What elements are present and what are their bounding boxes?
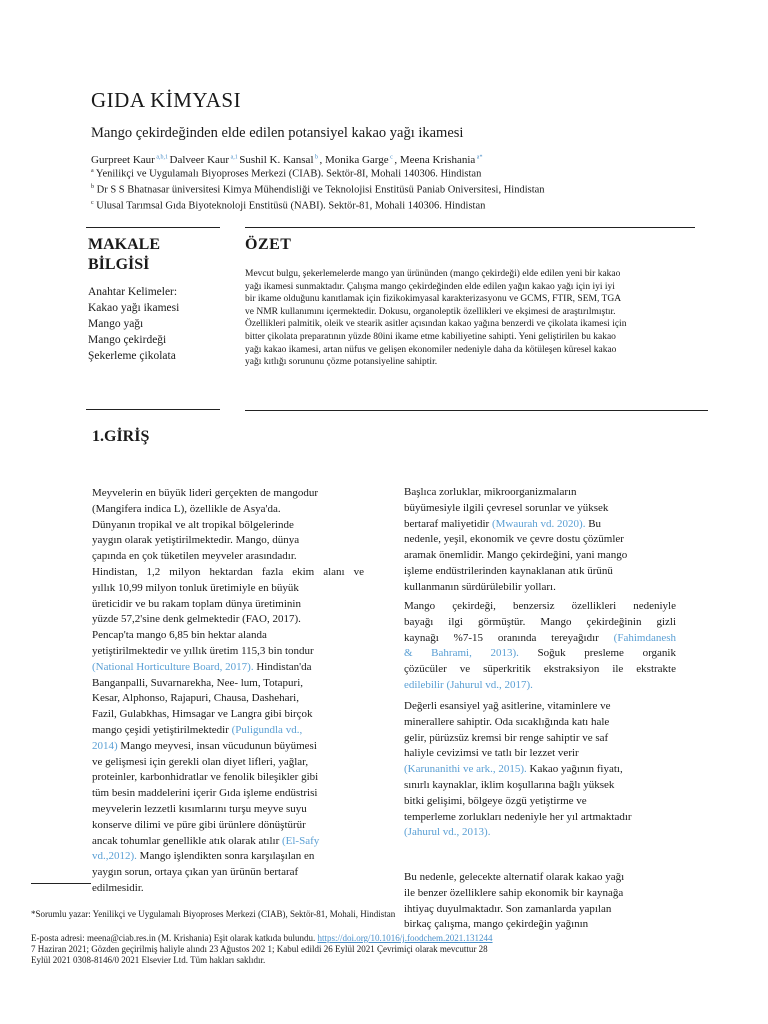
text-run: Banganpalli, Suvarnarekha, Nee- lum, Totapuri, [92,676,304,689]
text-line [92,565,364,581]
text-line [92,612,364,628]
text-run: nedenle, yeşil, ekonomik ve çevre dostu çözümler [404,533,624,546]
text-line [92,597,364,613]
text-line [404,902,676,918]
text-line [404,715,676,731]
text-line [92,691,364,707]
text-run: Bu nedenle, gelecekte alternatif olarak kakao yağı [404,871,625,883]
citation-link[interactable]: (Puligundla vd., [231,723,303,736]
text-line [404,485,676,501]
text-line [92,628,364,644]
author-name: Dalveer Kaur [169,154,230,166]
text-line [404,886,676,902]
citation-link[interactable]: vd.,2012). [92,850,137,863]
text-line [404,615,676,631]
text-run: Soğuk presleme organik [518,647,676,660]
article-info-heading-line: MAKALE [88,236,160,253]
text-line [92,739,364,755]
text-run: birkaç çalışma, mango çekirdeğin yağının [404,918,589,931]
abstract-line: yağı kıtlığı sorununu çözme potansiyeline sahiptir. [245,357,438,368]
text-line [92,502,364,518]
author-affiliation-marker[interactable]: a,1 [229,154,240,161]
affiliation-marker: b [91,184,94,190]
text-run: üreticidir ve bu rakam toplam dünya üretiminin [92,597,301,610]
text-line [404,599,676,615]
keyword: Mango çekirdeği [88,334,167,346]
text-run: konserve dilimi ve püre gibi ürünlere dönüştürür [92,818,306,831]
affiliation-text: Dr S S Bhatnasar üniversitesi Kimya Mühendisliği ve Teknolojisi Enstitüsü Paniab Oniversitesi, Hindistan [96,184,545,196]
footnote-divider [31,883,91,884]
article-info-heading [88,235,208,275]
text-run: Değerli esansiyel yağ asitlerine, vitaminlere ve [404,700,611,712]
author-affiliation-marker[interactable]: b [313,154,320,161]
divider [245,227,695,228]
citation-link[interactable]: (Mwaurah vd. 2020). [491,517,586,530]
citation-link[interactable]: (National Horticulture Board, 2017). [92,660,254,673]
text-run: ihtiyaç duyulmaktadır. Son zamanlarda yapılan [404,902,612,915]
text-run: Kesar, Alphonso, Rajapuri, Chausa, Dashehari, [92,692,299,705]
text-run: Pencap'ta mango 6,85 bin hektar alanda [92,629,267,642]
text-run: çözücüler ve süperkritik ekstraksiyon ile ekstrakte [404,663,676,676]
keyword: Mango yağı [88,318,144,330]
abstract-body [245,268,717,369]
text-line [92,533,364,549]
abstract-line: bir ikame olduğunu kanıtlamak için fizikokimyasal karakterizasyonu ve GCMS, FTIR, SEM, TGA [245,294,622,305]
text-run: büyümesiyle ilgili çevresel sorunlar ve yüksek [404,501,609,514]
text-run: yaygın olarak yetiştirilmektedir. Mango, dünya [92,534,300,547]
author-name: Gurpreet Kaur [91,154,155,166]
abstract-line: ve NMR kullanımını içermektedir. Dokusu, organoleptik özellikleri ve ekşimesi de araştırılmıştır. [245,306,616,317]
left-column [92,486,364,897]
text-run: gelir, pürüzsüz kremsi bir renge sahiptir ve saf [404,731,609,744]
text-line [92,881,364,897]
right-paragraph [404,599,676,694]
text-line [404,532,676,548]
affiliation-marker: a [91,168,94,174]
text-run: yetiştirilmektedir ve yıllık üretim 115,3 bin tondur [92,644,314,657]
text-run: yıllık 10,99 milyon tonluk üretimiyle en büyük [92,581,299,594]
text-line [92,518,364,534]
text-line [92,849,364,865]
text-run: Başlıca zorluklar, mikroorganizmaların [404,486,577,498]
text-run: Fazil, Gulabkhas, Himsagar ve Langra gibi birçok [92,708,313,721]
text-run: proteinler, karbonhidratlar ve fenolik bileşikler gibi [92,771,319,784]
article-info-heading-line: BİLGİSİ [88,256,150,273]
text-line [92,549,364,565]
text-run: meyvelerin lezzetli kısımlarını turşu meyve suyu [92,802,307,815]
citation-link[interactable]: 2014) [92,739,118,752]
author-list [91,154,482,166]
author-affiliation-marker[interactable]: a* [475,154,483,161]
text-run: tüm besin maddelerini içerir Gıda işleme endüstrisi [92,787,318,800]
affiliation-marker: c [91,200,94,206]
abstract-heading: ÖZET [245,236,292,253]
dates-line: 7 Haziran 2021; Gözden geçirilmiş haliyle alındı 23 Ağustos 202 1; Kabul edildi 26 Eylül 2021 Çevrimiçi olarak mevcuttur 28 [31,944,488,954]
citation-link[interactable]: (El-Safy [281,834,320,847]
section-heading: 1.GİRİŞ [92,428,150,445]
text-line [404,778,676,794]
text-line [404,646,676,662]
author-name: , Meena Krishania [394,154,476,166]
text-line [92,486,364,502]
text-line [404,678,676,694]
divider [245,410,708,411]
text-line [92,660,364,676]
divider [86,227,220,228]
text-line [92,755,364,771]
affiliation-text: Ulusal Tarımsal Gıda Biyoteknoloji Enstitüsü (NABI). Sektör-81, Mohali 140306. Hindistan [96,200,486,212]
right-paragraph [404,699,676,841]
text-line [92,770,364,786]
text-run: bertaraf maliyetidir [404,517,492,530]
right-paragraph [404,485,676,596]
text-run: işleme endüstrilerinden kaynaklanan atık ürünü [404,564,613,577]
text-line [404,548,676,564]
email-line [31,933,493,944]
author-affiliation-marker[interactable]: a,b,1 [154,154,170,161]
citation-link[interactable]: (Karunanithi ve ark., 2015). [404,763,527,776]
text-line [404,662,676,678]
text-run: Kakao yağının fiyatı, [526,763,623,776]
text-line [404,501,676,517]
text-run: (Mangifera indica L), özellikle de Asya'da. [92,502,281,515]
text-line [404,699,676,715]
text-run: edilmesidir. [92,881,144,894]
text-run: temperleme zorlukları nedeniyle her yıl artmaktadır [404,810,632,823]
keyword: Kakao yağı ikamesi [88,302,180,314]
affiliation-text: Yenilikçi ve Uygulamalı Biyoproses Merkezi (CIAB). Sektör-8I, Mohali 140306. Hindistan [95,168,482,180]
text-line [404,794,676,810]
text-run: Mango çekirdeği, benzersiz özellikleri nedeniyle [404,600,676,612]
text-run: Hindistan, 1,2 milyon hektardan fazla ekim alanı ve [92,565,364,578]
text-line [92,644,364,660]
text-run: Hindistan'da [253,660,312,673]
abstract-line: Mevcut bulgu, şekerlemelerde mango yan ürününden (mango çekirdeği) elde edilen yeni bir kakao [245,269,621,279]
abstract-line: yağı ikamesi sunmaktadır. Çalışma mango çekirdeğinden elde edilen yağın kakao yağı için iyi iyi [245,281,615,292]
text-line [404,917,676,933]
text-run: Bu [585,517,602,530]
text-run: mango çeşidi yetiştirilmektedir [92,723,232,736]
text-run: Meyvelerin en büyük lideri gerçekten de mangodur [92,487,319,499]
keywords-label: Anahtar Kelimeler: [88,286,178,298]
citation-link[interactable]: edilebilir (Jahurul vd., 2017). [404,678,533,691]
text-run: bayağı ilgi görmüştür. Mango çekirdeğinin gizli [404,615,676,628]
text-run: Mango meyvesi, insan vücudunun büyümesi [117,739,317,752]
text-line [404,517,676,533]
corresponding-author: *Sorumlu yazar: Yenilikçi ve Uygulamalı Biyoproses Merkezi (CIAB), Sektör-81, Mohali, Hindistan [31,909,396,919]
text-run: haliyle cevizimsi ve tatlı bir lezzet verir [404,747,579,760]
text-run: Dünyanın tropikal ve alt tropikal bölgelerinde [92,518,294,531]
abstract-line: yağı kakao ikamesi, artan nüfus ve gelişen ekonomiler nedeniyle daha da kötüleşen küresel kakao [245,344,617,355]
author-name: , Monika Garge [319,154,389,166]
text-run: kaynağı %7-15 oranında tereyağıdır [404,631,614,644]
text-line [92,865,364,881]
text-run: kullanmanın sürdürülebilir yolları. [404,580,556,593]
citation-link[interactable]: & Bahrami, 2013). [404,647,519,660]
text-line [92,786,364,802]
affiliation-b [91,184,545,196]
text-run: yaygın sorun, ortaya çıkan yan ürünün bertaraf [92,866,299,879]
text-run: ile benzer özelliklere sahip ekonomik bir kaynağa [404,886,624,899]
text-line [404,564,676,580]
text-run: aramak önemlidir. Mango çekirdeğini, yani mango [404,549,628,562]
text-run: bitki gelişimi, bölgeye özgü yetiştirme ve [404,794,587,807]
text-line [404,746,676,762]
email-text: E-posta adresi: meena@ciab.res.in (M. Krishania) Eşit olarak katkıda bulundu. [31,933,316,943]
text-line [404,870,676,886]
text-run: minerallere sahiptir. Oda sıcaklığında katı hale [404,715,610,728]
affiliation-c [91,200,485,212]
author-affiliation-marker[interactable]: c [388,154,395,161]
author-name: Sushil K. Kansal [239,154,314,166]
text-line [404,731,676,747]
citation-link[interactable]: (Jahurul vd., 2013). [404,826,491,839]
text-line [404,580,676,596]
text-run: sınırlı kaynaklar, iklim koşullarına bağlı yüksek [404,778,615,791]
text-run: çapında en çok tüketilen meyveler arasındadır. [92,550,297,563]
text-line [92,723,364,739]
text-run: ancak tohumlar genellikle atık olarak atılır [92,834,282,847]
text-line [92,581,364,597]
text-line [404,810,676,826]
text-line [92,707,364,723]
citation-link[interactable]: (Fahimdanesh [613,631,676,644]
text-line [404,762,676,778]
abstract-line: Özellikleri palmitik, oleik ve stearik asitler açısından kakao yağına benzerdi ve çikolata ikamesi için [245,319,627,330]
abstract-line: bitter çikolata preparatının yüzde 80ini ikame etme kabiliyetine sahipti. Yeni geliştirilen bu kakao [245,331,616,342]
dates-line: Eylül 2021 0308-8146/0 2021 Elsevier Ltd. Tüm hakları saklıdır. [31,955,266,965]
text-line [92,818,364,834]
text-line [92,676,364,692]
text-run: Mango işlendikten sonra karşılaşılan en [136,850,315,863]
text-run: ve gelişmesi için gerekli olan diyet lifleri, yağlar, [92,755,309,768]
journal-name: GIDA KİMYASI [91,88,242,112]
text-line [404,631,676,647]
divider [86,409,220,410]
article-title: Mango çekirdeğinden elde edilen potansiyel kakao yağı ikamesi [91,125,464,141]
text-run: yüzde 57,2'sine denk gelmektedir (FAO, 2017). [92,613,301,626]
text-line [92,834,364,850]
right-paragraph [404,870,676,933]
affiliation-a [91,168,481,180]
text-line [404,825,676,841]
doi-link[interactable]: https://doi.org/10.1016/j.foodchem.2021.131244 [317,933,493,943]
text-line [92,802,364,818]
keyword: Şekerleme çikolata [88,350,176,362]
